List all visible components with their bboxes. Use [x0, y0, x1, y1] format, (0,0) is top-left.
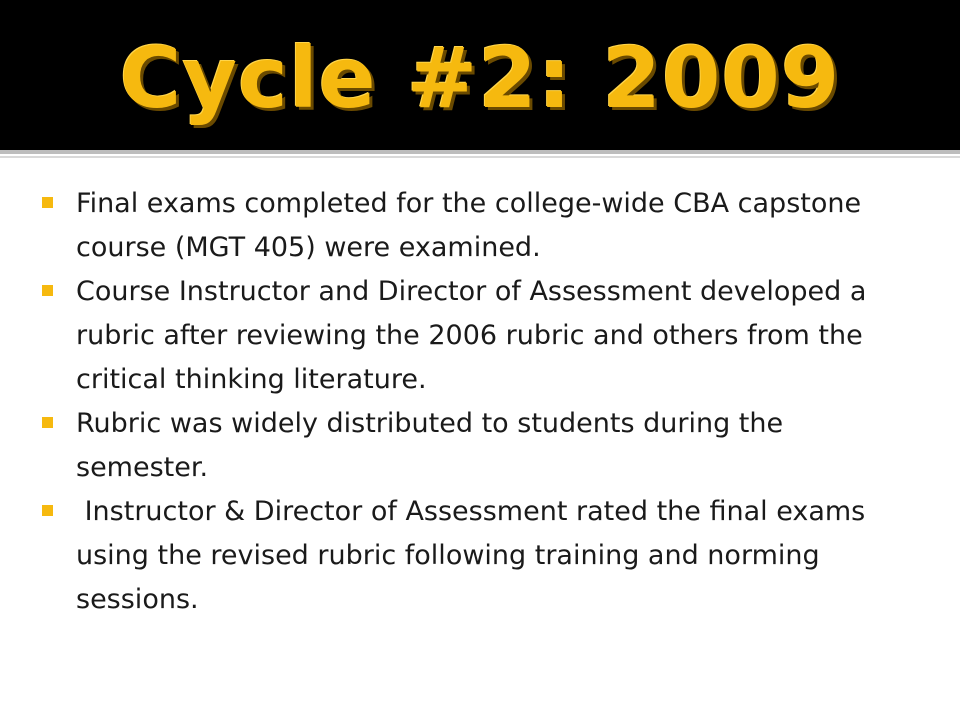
bullet-text: Instructor & Director of Assessment rated the final exams using the revised rubric following training and norming sessions. [76, 496, 874, 615]
square-bullet-icon [42, 417, 53, 428]
bullet-item [40, 490, 900, 622]
slide-title: Cycle #2: 2009 [119, 29, 841, 127]
bullet-text: Course Instructor and Director of Assessment developed a rubric after reviewing the 2006 rubric and others from the critical thinking literature. [76, 276, 867, 395]
title-divider [0, 150, 960, 154]
title-divider-secondary [0, 156, 960, 158]
title-bar [0, 0, 960, 150]
bullet-item [40, 182, 900, 270]
bullet-list [40, 182, 900, 622]
bullet-item [40, 402, 900, 490]
bullet-item [40, 270, 900, 402]
square-bullet-icon [42, 505, 53, 516]
bullet-text: Final exams completed for the college-wide CBA capstone course (MGT 405) were examined. [76, 188, 862, 263]
square-bullet-icon [42, 285, 53, 296]
square-bullet-icon [42, 197, 53, 208]
bullet-text: Rubric was widely distributed to students during the semester. [76, 408, 784, 483]
